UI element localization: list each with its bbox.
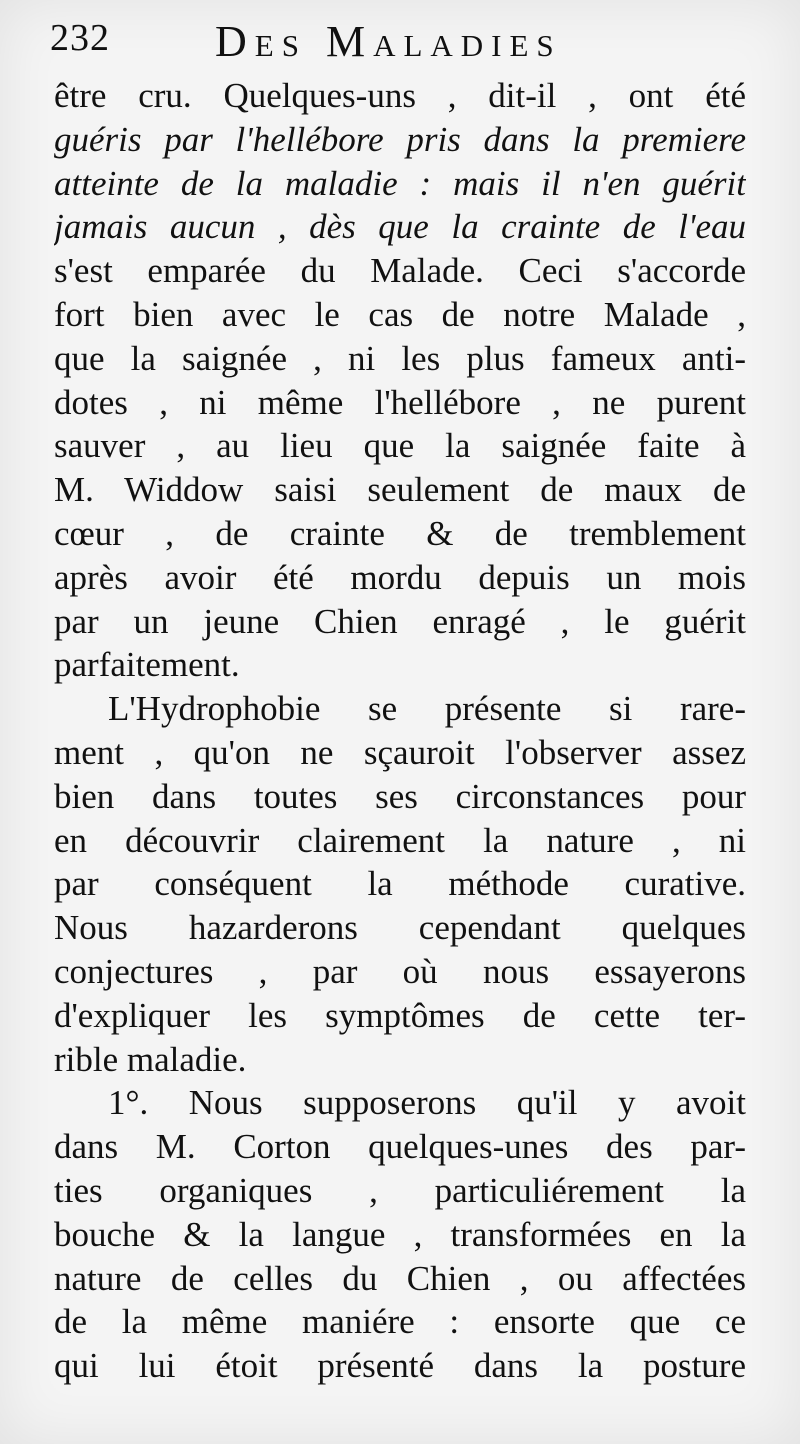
text-line: atteinte de la maladie : mais il n'en guérit (54, 163, 746, 203)
text-line: bouche & la langue , transformées en la (54, 1214, 746, 1254)
text-line: cœur , de crainte & de tremblement (54, 513, 746, 553)
text-line: d'expliquer les symptômes de cette ter- (54, 995, 746, 1035)
text-line: ties organiques , particuliérement la (54, 1170, 746, 1210)
text-line: L'Hydrophobie se présente si rare- (108, 689, 746, 729)
text-line: par un jeune Chien enragé , le guérit (54, 601, 746, 641)
text-line: par conséquent la méthode curative. (54, 864, 746, 904)
text-line: guéris par l'hellébore pris dans la premiere (54, 119, 746, 159)
text-line: sauver , au lieu que la saignée faite à (54, 426, 746, 466)
running-title: Des Maladies (215, 17, 562, 66)
text-line: dotes , ni même l'hellébore , ne purent (54, 382, 746, 422)
text-line: dans M. Corton quelques-unes des par- (54, 1127, 746, 1167)
page-number: 232 (50, 17, 110, 59)
text-line: nature de celles du Chien , ou affectées (54, 1258, 746, 1298)
body-text (54, 74, 746, 1388)
text-line: que la saignée , ni les plus fameux anti- (54, 338, 746, 378)
text-line: conjectures , par où nous essayerons (54, 951, 746, 991)
text-line: qui lui étoit présenté dans la posture (54, 1346, 746, 1386)
text-line: Nous hazarderons cependant quelques (54, 908, 746, 948)
text-line: après avoir été mordu depuis un mois (54, 557, 746, 597)
page-header (50, 16, 750, 76)
text-line: 1°. Nous supposerons qu'il y avoit (108, 1083, 746, 1123)
text-line: bien dans toutes ses circonstances pour (54, 776, 746, 816)
text-line: parfaitement. (54, 645, 240, 685)
text-line: s'est emparée du Malade. Ceci s'accorde (54, 251, 746, 291)
text-line: de la même maniére : ensorte que ce (54, 1302, 746, 1342)
text-line: être cru. Quelques-uns , dit-il , ont été (54, 76, 746, 115)
text-line: M. Widdow saisi seulement de maux de (54, 470, 746, 510)
text-line: jamais aucun , dès que la crainte de l'eau (54, 207, 746, 247)
text-line: en découvrir clairement la nature , ni (54, 820, 746, 860)
text-line: rible maladie. (54, 1039, 247, 1079)
text-line: ment , qu'on ne sçauroit l'observer assez (54, 732, 746, 772)
text-line: fort bien avec le cas de notre Malade , (54, 294, 746, 334)
